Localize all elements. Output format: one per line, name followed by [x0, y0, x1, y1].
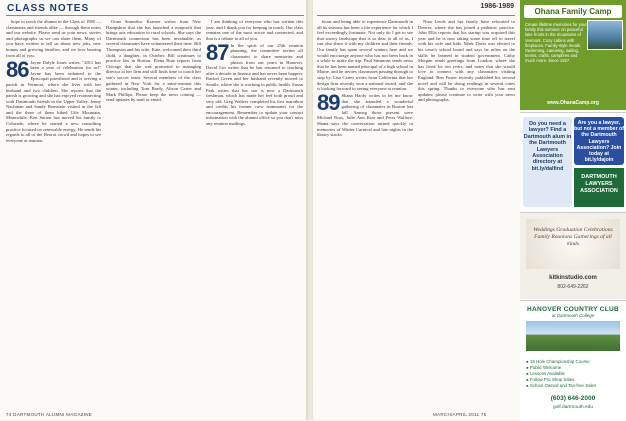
- lawyers-ad[interactable]: [520, 112, 626, 211]
- right-column-1: [317, 19, 413, 409]
- column-text: boats and being able to experience Dartmouth in all its seasons has been a life experience for which I feel exceedingly fortunate. Not only do I get to see that snowy landscape that is so dear to all of us, I can also share it with my children and their friends. Our family has spent several winters here and we would encourage anyone who has not been back in a while to make the trip. Paul Simmons sends news that he has been named principal of a high school in Maine, and he invites classmates passing through to stop by. Lisa Carter writes from California that her design firm recently won a national award, and she is looking forward to seeing everyone at reunion.: [317, 19, 413, 92]
- ad-body: Create lifetime memories for your family this summer on peaceful lake fronts in the mountains of Vermont. Cozy cabins with fireplaces. Family-style meals. Swimming, canoeing, sailing, tennis, crafts, campfires and much more. Since 1927.: [525, 22, 587, 64]
- ad-url[interactable]: golf.dartmouth.edu: [552, 405, 593, 410]
- course-photo: [526, 321, 620, 351]
- amenity-text: Follow Pro Shop Sales: [529, 377, 575, 382]
- left-column-1: [6, 19, 101, 409]
- header-rule: [6, 15, 304, 16]
- amenity-text: Public Welcome: [529, 365, 562, 370]
- amenity-item: ● School Owned and Tax-free Sales: [526, 383, 597, 388]
- ad-title: HANOVER COUNTRY CLUB: [527, 306, 619, 313]
- ad-url[interactable]: kitkinstudio.com: [549, 275, 597, 281]
- amenity-item: ● 18 Hole Championship Course: [526, 359, 590, 364]
- amenity-list: [526, 359, 622, 389]
- left-column-2: [106, 19, 201, 409]
- ad-title: Ohana Family Camp: [524, 5, 622, 18]
- left-page: [0, 0, 308, 420]
- lawyers-right-text: Are you a lawyer, but not a member of the Dartmouth Lawyers Association? Join today at bit.ly/dajoin: [574, 117, 624, 165]
- amenity-text: Lessons Available: [529, 371, 565, 376]
- lawyers-left-text: Do you need a lawyer? Find a Dartmouth alum in the Dartmouth Lawyers Association directory at bit.ly/dalfind: [523, 117, 572, 207]
- year-number: 87: [206, 39, 229, 65]
- ad-phone: 802-649-2262: [557, 284, 589, 290]
- year-marker-89: [317, 90, 413, 138]
- ad-phone: (603) 646-2000: [550, 395, 596, 402]
- logo-line: DARTMOUTH: [581, 174, 617, 180]
- ad-subtitle: at Dartmouth College: [551, 313, 595, 318]
- amenity-text: 18 Hole Championship Course: [529, 359, 590, 364]
- logo-line: ASSOCIATION: [580, 188, 618, 194]
- year-marker-87: [206, 39, 303, 127]
- year-marker-86: [6, 56, 101, 144]
- section-title: CLASS NOTES: [7, 3, 90, 14]
- camp-photo: [587, 20, 623, 50]
- left-column-3: [206, 19, 303, 409]
- column-text: hope to reach the alumni in the Class of 1985 — classmates and friends alike — through these notes and our website. Please send us your news, stories and photographs so we can share them. Many of you have written to tell us about new jobs, new homes and growing families, and we love hearing from all of you.: [6, 19, 101, 58]
- ohana-camp-ad[interactable]: [520, 0, 626, 110]
- page-folio-right: MARCH/APRIL 2011 75: [433, 412, 487, 417]
- weddings-ad[interactable]: [520, 212, 626, 299]
- logo-line: LAWYERS: [585, 181, 613, 187]
- year-number: 86: [6, 56, 29, 82]
- ad-body: Weddings Graduation Celebrations Family Reunions Gatherings of all kinds: [533, 227, 613, 247]
- lawyers-logo: [574, 168, 624, 207]
- year-range: 1986-1989: [480, 3, 514, 10]
- column-text: Oona Stramiluc Kramer writes from New Hampshire that she has launched a nonprofit that brings arts education to rural schools. She says the Dartmouth connection has been invaluable, as several classmates have volunteered their time. Bill Thompson and his wife, Kate, welcomed their third child, a daughter, in October. Bill continues to practice law in Boston. Elena Ruiz reports from Chicago that she was promoted to managing director at her firm and still finds time to coach her son's soccer team. Several members of the class gathered in New York for a mini-reunion this winter, including Tom Brady, Alison Carter and Mark Phillips. Please keep the news coming — send updates by mail or email.: [106, 19, 201, 103]
- ad-column: [520, 0, 626, 420]
- column-text: Nina Leeds and her family have relocated to Denver, where she has joined a pediatric practice. John Ellis reports that his startup was acquired this year and he is now taking some time off to travel with his wife and kids. Mark Davis was elected to his town's school board and says he relies on the skills he learned in student government. Cathy Morgan sends greetings from London, where she has lived for ten years, and notes that she would love to connect with any classmates visiting England. Ben Foster recently published his second novel and will be doing readings in several cities this spring. Thanks to everyone who has sent updates; please continue to write with your news and photographs.: [418, 19, 515, 103]
- header-rule: [317, 15, 515, 16]
- column-text: Shana Hardy writes to let me know that she attended a wonderful gathering of classmates in Boston last fall. Among those present were Michael Ross, Julie Ann Kim and Peter Wallace. Shana says the conversation turned quickly to memories of Winter Carnival and late nights in the library stacks.: [317, 93, 413, 138]
- amenity-text: School Owned and Tax-free Sales: [529, 383, 597, 388]
- right-column-2: [418, 19, 515, 409]
- hanover-country-club-ad[interactable]: [520, 300, 626, 421]
- year-number: 89: [317, 90, 340, 116]
- column-text: Jayne Dalyle Jones writes, "2011 has been a year of celebration for us!" Jayne has been ordained to the Episcopal priesthood and is serving a parish in Vermont, where she lives with her husband and two children. She reports that the parish is growing and she has enjoyed reconnecting with Dartmouth friends in the Upper Valley. Jenny Nachman and Sandy Bernstein visited in the fall and the three of them hiked Gile Mountain. Meanwhile, Ken Sutton has moved his family to Colorado, where he started a new consulting practice focused on renewable energy. He sends his regards to all of the Heorot crowd and hopes to see everyone at reunion.: [6, 59, 101, 143]
- page-folio-left: 74 DARTMOUTH ALUMNI MAGAZINE: [6, 412, 93, 417]
- ad-url[interactable]: www.OhanaCamp.org: [547, 100, 599, 106]
- amenity-item: ● Lessons Available: [526, 371, 565, 376]
- amenity-item: ● Public Welcome: [526, 365, 562, 370]
- column-text: I am thinking of everyone who has written this year, and I thank you for keeping in touch. Our class remains one of the most active and connected, and that is a tribute to all of you.: [206, 19, 303, 41]
- column-text: In the spirit of our 25th reunion planning, the committee invites all classmates to share memories and photos from our years in Hanover. David Lin writes that he has returned to teaching after a decade in finance and has never been happier. Rachel Green and her husband recently moved to Seattle, where she is working in public health. Susan Park writes that her son is now a Dartmouth freshman, which has made her feel both proud and very old. Greg Walters completed his first marathon and credits his former crew teammates for the encouragement. Remember to update your contact information with the alumni office so you don't miss any reunion mailings.: [206, 42, 303, 127]
- amenity-item: ● Follow Pro Shop Sales: [526, 377, 575, 382]
